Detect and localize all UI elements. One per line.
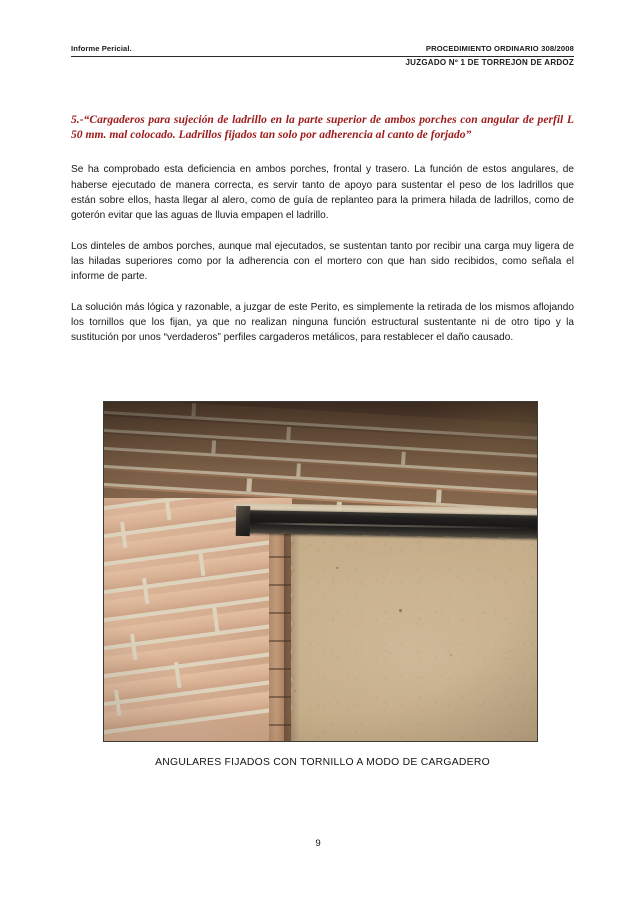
brick-head-joint xyxy=(436,490,442,503)
brick-head-joint xyxy=(191,403,196,416)
wall-speck xyxy=(450,654,452,656)
brick-head-joint xyxy=(286,427,291,440)
wall-speck xyxy=(336,567,338,569)
header-top-row xyxy=(71,44,574,57)
section-title: 5.-“Cargaderos para sujeción de ladrillo en la parte superior de ambos porches con angular de perfil L 50 mm. mal colocado. Ladrillos fijados tan solo por adherencia al canto de forjado” xyxy=(71,113,574,142)
header-procedure-number: PROCEDIMIENTO ORDINARIO 308/2008 xyxy=(425,44,574,53)
body-paragraph-3: La solución más lógica y razonable, a juzgar de este Perito, es simplemente la retirada de los mismos aflojando los tornillos que los fijan, ya que no realizan ninguna función estructural sustentante ni de otro tipo y la sustitución por unos “verdaderos” perfiles cargaderos metálicos, para restablecer el daño causado. xyxy=(71,302,574,344)
brick-head-joint xyxy=(246,478,252,491)
body-paragraph-2: Los dinteles de ambos porches, aunque mal ejecutados, se sustentan tanto por recibir una carga muy ligera de las hiladas superiores como por la adherencia con el mortero con que han sido recibidos, como señala el informe de parte. xyxy=(71,240,574,282)
brick-head-joint xyxy=(296,463,301,476)
brick-head-joint xyxy=(211,440,216,453)
corner-shadow xyxy=(284,507,300,741)
header-divider-rule xyxy=(71,56,574,57)
figure-caption: ANGULARES FIJADOS CON TORNILLO A MODO DE CARGADERO xyxy=(155,757,490,768)
brick-head-joint xyxy=(401,452,406,465)
header-report-label: Informe Pericial. xyxy=(71,44,132,53)
figure-photo-container xyxy=(103,401,538,742)
photo-content xyxy=(104,402,537,741)
body-paragraph-1: Se ha comprobado esta deficiencia en ambos porches, frontal y trasero. La función de estos angulares, de haberse ejecutado de manera correcta, es servir tanto de apoyo para sustentar el peso de los ladrillos que están sobre ellos, hasta llegar al alero, como de guía de replanteo para la primera hilada de ladrillos, como de goterón evitar que las aguas de lluvia empapen el ladrillo. xyxy=(71,164,574,221)
header-court-name: JUZGADO Nº 1 DE TORREJON DE ARDOZ xyxy=(405,58,574,67)
document-body xyxy=(71,112,574,361)
photograph-angulares-cargadero xyxy=(103,401,538,742)
page-number: 9 xyxy=(315,838,321,849)
steel-angle-end-cap xyxy=(236,506,251,536)
page-header xyxy=(71,44,574,74)
brick-wall-left-column xyxy=(104,498,292,741)
steel-angle-highlight xyxy=(252,522,536,529)
wall-speck xyxy=(399,609,402,612)
